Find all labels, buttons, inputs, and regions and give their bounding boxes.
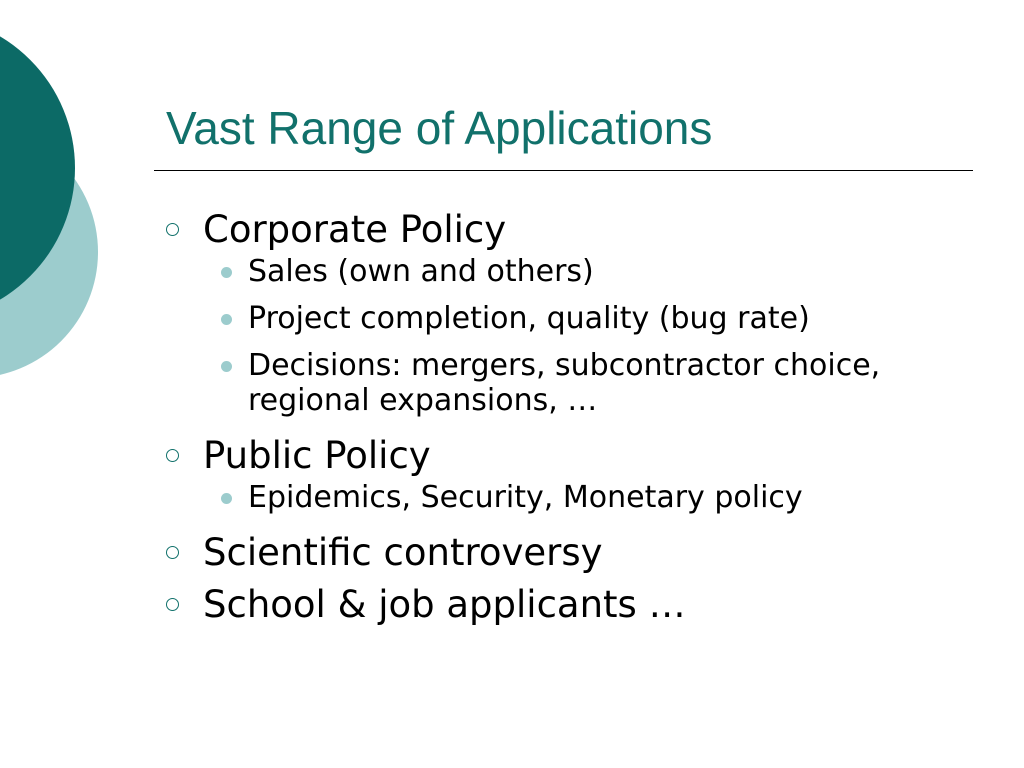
sub-bullet-item: [166, 480, 966, 515]
bullet-item: [166, 430, 966, 482]
bullet-text: Public Policy: [203, 434, 431, 477]
bullet-text: School & job applicants …: [203, 583, 686, 626]
bullet-item: [166, 204, 966, 256]
sub-bullet-text: Epidemics, Security, Monetary policy: [248, 480, 803, 515]
bullet-item: [166, 527, 966, 579]
dot-bullet-icon: [221, 361, 232, 372]
sub-bullet-item: [166, 254, 966, 289]
dot-bullet-icon: [221, 493, 232, 504]
bullet-text: Corporate Policy: [203, 208, 507, 251]
bullet-item: [166, 579, 966, 631]
hollow-circle-bullet-icon: [166, 449, 179, 462]
hollow-circle-bullet-icon: [166, 598, 179, 611]
sub-bullet-item: [166, 301, 966, 336]
hollow-circle-bullet-icon: [166, 223, 179, 236]
dot-bullet-icon: [221, 267, 232, 278]
dot-bullet-icon: [221, 314, 232, 325]
sub-bullet-list: [166, 480, 966, 515]
title-divider: [154, 170, 973, 171]
sub-bullet-text: Sales (own and others): [248, 254, 594, 289]
bullet-list: [166, 204, 966, 631]
sub-bullet-list: [166, 254, 966, 418]
slide-title: Vast Range of Applications: [166, 102, 713, 154]
decorative-circles: [0, 0, 120, 420]
sub-bullet-text: Decisions: mergers, subcontractor choice, regional expansions, …: [248, 348, 881, 418]
sub-bullet-text: Project completion, quality (bug rate): [248, 301, 810, 336]
bullet-text: Scientific controversy: [203, 531, 603, 574]
sub-bullet-item: [166, 348, 888, 418]
hollow-circle-bullet-icon: [166, 546, 179, 559]
